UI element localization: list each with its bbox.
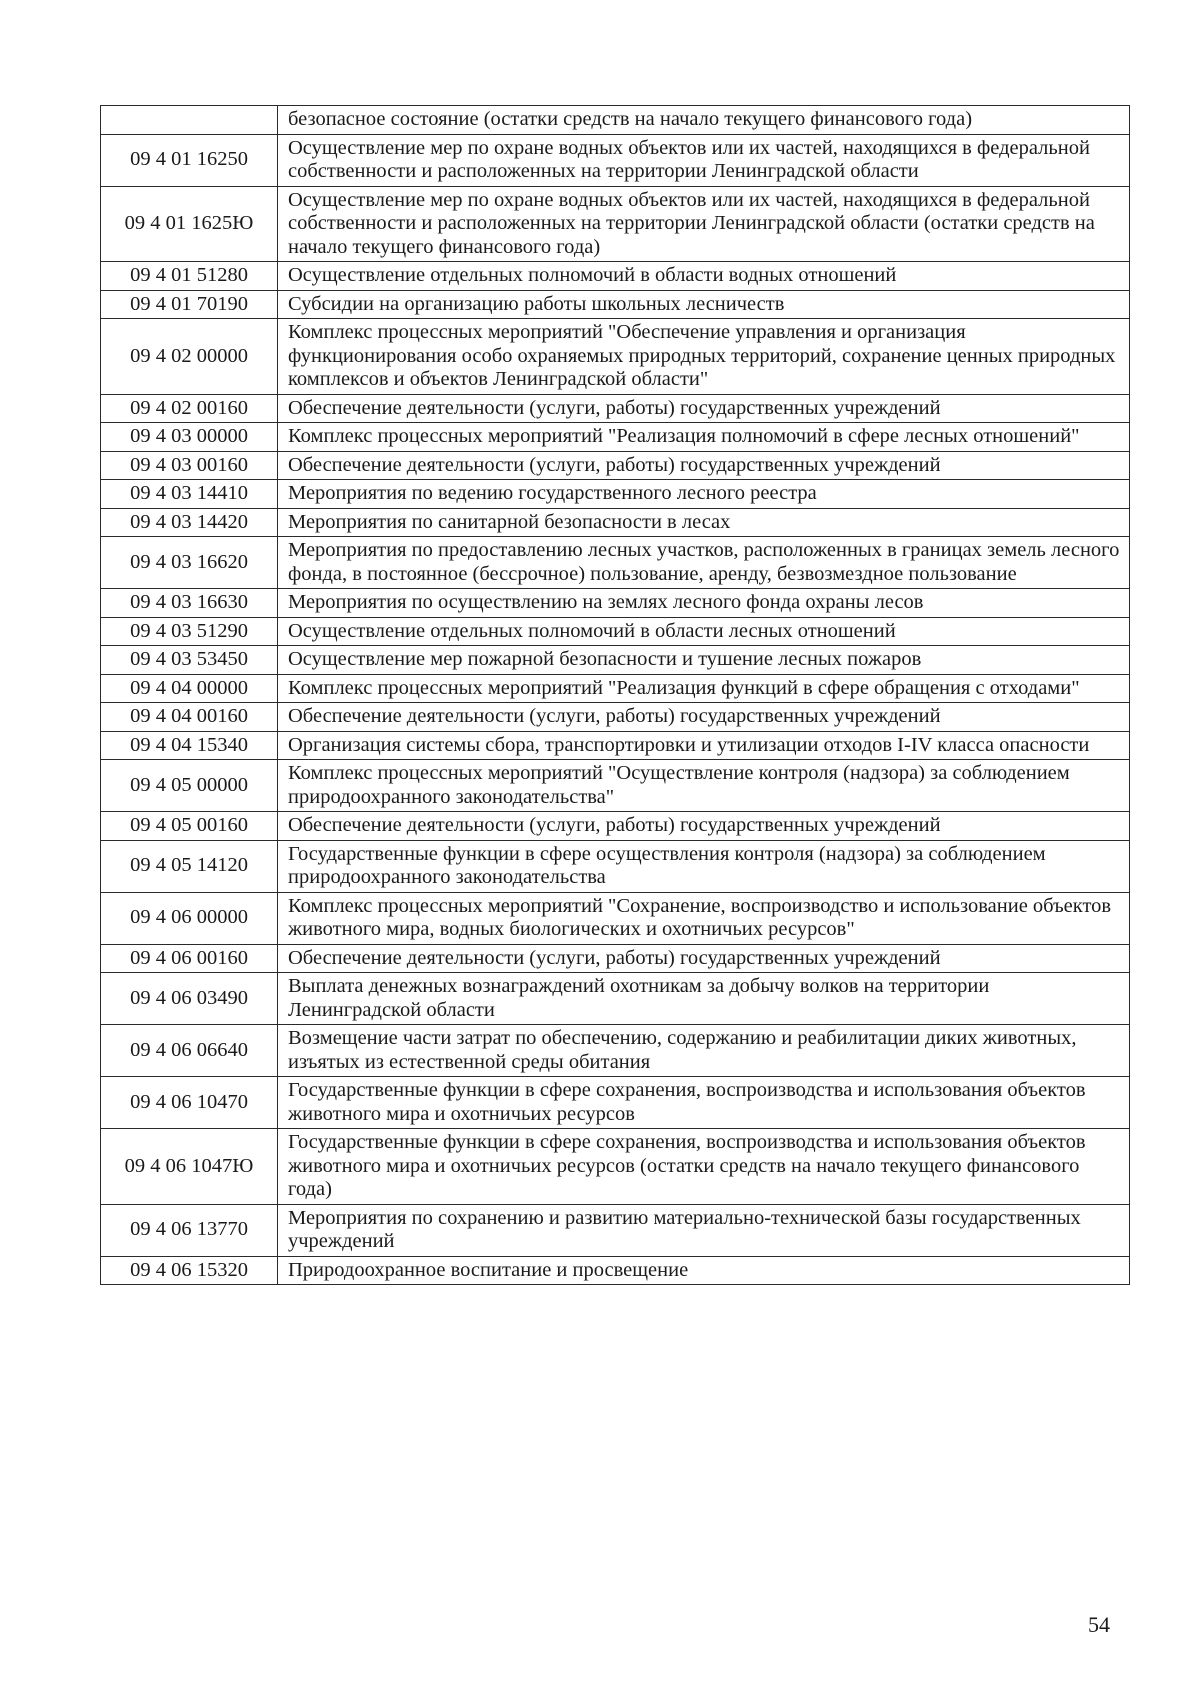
table-row [101, 760, 1130, 812]
expense-item-name: Осуществление отдельных полномочий в области водных отношений [278, 262, 1130, 291]
table-row [101, 617, 1130, 646]
expense-item-name: Комплекс процессных мероприятий "Сохранение, воспроизводство и использование объектов животного мира, водных биологических и охотничьих ресурсов" [278, 892, 1130, 944]
table-row [101, 134, 1130, 186]
table-row [101, 944, 1130, 973]
table-row [101, 892, 1130, 944]
classification-code: 09 4 01 51280 [101, 262, 278, 291]
expense-item-name: Государственные функции в сфере сохранения, воспроизводства и использования объектов животного мира и охотничьих ресурсов (остатки средств на начало текущего финансового года) [278, 1129, 1130, 1205]
table-row [101, 508, 1130, 537]
classification-code: 09 4 01 70190 [101, 290, 278, 319]
classification-code: 09 4 06 06640 [101, 1025, 278, 1077]
expense-item-name: Субсидии на организацию работы школьных лесничеств [278, 290, 1130, 319]
expense-item-name: Осуществление мер пожарной безопасности и тушение лесных пожаров [278, 646, 1130, 675]
table-row [101, 451, 1130, 480]
table-row [101, 1129, 1130, 1205]
expense-item-name: Обеспечение деятельности (услуги, работы) государственных учреждений [278, 703, 1130, 732]
expense-item-name: Обеспечение деятельности (услуги, работы) государственных учреждений [278, 812, 1130, 841]
classification-code: 09 4 05 00160 [101, 812, 278, 841]
expense-item-name: Осуществление отдельных полномочий в области лесных отношений [278, 617, 1130, 646]
classification-code: 09 4 03 16620 [101, 537, 278, 589]
table-row [101, 186, 1130, 262]
expense-item-name: безопасное состояние (остатки средств на начало текущего финансового года) [278, 106, 1130, 135]
expense-item-name: Мероприятия по ведению государственного лесного реестра [278, 480, 1130, 509]
table-row [101, 731, 1130, 760]
table-row [101, 319, 1130, 395]
table-row [101, 674, 1130, 703]
table-row [101, 840, 1130, 892]
page-number: 54 [1088, 1612, 1110, 1637]
expense-item-name: Обеспечение деятельности (услуги, работы) государственных учреждений [278, 451, 1130, 480]
expense-item-name: Организация системы сбора, транспортировки и утилизации отходов I-IV класса опасности [278, 731, 1130, 760]
classification-code: 09 4 05 14120 [101, 840, 278, 892]
classification-code: 09 4 05 00000 [101, 760, 278, 812]
table-row [101, 1256, 1130, 1285]
classification-code: 09 4 06 00000 [101, 892, 278, 944]
expense-item-name: Выплата денежных вознаграждений охотникам за добычу волков на территории Ленинградской области [278, 973, 1130, 1025]
classification-code: 09 4 06 00160 [101, 944, 278, 973]
classification-code: 09 4 04 15340 [101, 731, 278, 760]
expense-item-name: Государственные функции в сфере сохранения, воспроизводства и использования объектов животного мира и охотничьих ресурсов [278, 1077, 1130, 1129]
table-row [101, 394, 1130, 423]
expense-item-name: Возмещение части затрат по обеспечению, содержанию и реабилитации диких животных, изъятых из естественной среды обитания [278, 1025, 1130, 1077]
classification-code: 09 4 06 13770 [101, 1204, 278, 1256]
expense-item-name: Комплекс процессных мероприятий "Реализация полномочий в сфере лесных отношений" [278, 423, 1130, 452]
expense-item-name: Комплекс процессных мероприятий "Осуществление контроля (надзора) за соблюдением природоохранного законодательства" [278, 760, 1130, 812]
table-row [101, 537, 1130, 589]
table-row [101, 589, 1130, 618]
budget-codes-table [100, 105, 1130, 1285]
expense-item-name: Осуществление мер по охране водных объектов или их частей, находящихся в федеральной собственности и расположенных на территории Ленинградской области (остатки средств на начало текущего финансового года) [278, 186, 1130, 262]
classification-code: 09 4 03 53450 [101, 646, 278, 675]
table-row [101, 1025, 1130, 1077]
classification-code [101, 106, 278, 135]
classification-code: 09 4 04 00160 [101, 703, 278, 732]
expense-item-name: Природоохранное воспитание и просвещение [278, 1256, 1130, 1285]
table-row [101, 480, 1130, 509]
table-row [101, 1204, 1130, 1256]
classification-code: 09 4 06 15320 [101, 1256, 278, 1285]
table-row [101, 1077, 1130, 1129]
classification-code: 09 4 03 00000 [101, 423, 278, 452]
classification-code: 09 4 03 51290 [101, 617, 278, 646]
table-row [101, 290, 1130, 319]
expense-item-name: Мероприятия по предоставлению лесных участков, расположенных в границах земель лесного фонда, в постоянное (бессрочное) пользование, аренду, безвозмездное пользование [278, 537, 1130, 589]
expense-item-name: Мероприятия по санитарной безопасности в лесах [278, 508, 1130, 537]
table-row [101, 703, 1130, 732]
classification-code: 09 4 06 1047Ю [101, 1129, 278, 1205]
table-row [101, 973, 1130, 1025]
classification-code: 09 4 01 1625Ю [101, 186, 278, 262]
expense-item-name: Государственные функции в сфере осуществления контроля (надзора) за соблюдением природоохранного законодательства [278, 840, 1130, 892]
table-row [101, 812, 1130, 841]
classification-code: 09 4 03 14410 [101, 480, 278, 509]
classification-code: 09 4 02 00000 [101, 319, 278, 395]
expense-item-name: Комплекс процессных мероприятий "Реализация функций в сфере обращения с отходами" [278, 674, 1130, 703]
classification-code: 09 4 03 16630 [101, 589, 278, 618]
expense-item-name: Обеспечение деятельности (услуги, работы) государственных учреждений [278, 944, 1130, 973]
budget-codes-body [101, 106, 1130, 1285]
table-row [101, 106, 1130, 135]
table-row [101, 262, 1130, 291]
classification-code: 09 4 04 00000 [101, 674, 278, 703]
table-row [101, 646, 1130, 675]
expense-item-name: Обеспечение деятельности (услуги, работы) государственных учреждений [278, 394, 1130, 423]
classification-code: 09 4 03 14420 [101, 508, 278, 537]
expense-item-name: Мероприятия по осуществлению на землях лесного фонда охраны лесов [278, 589, 1130, 618]
classification-code: 09 4 06 10470 [101, 1077, 278, 1129]
expense-item-name: Комплекс процессных мероприятий "Обеспечение управления и организация функционирования особо охраняемых природных территорий, сохранение ценных природных комплексов и объектов Ленинградской области" [278, 319, 1130, 395]
classification-code: 09 4 01 16250 [101, 134, 278, 186]
table-row [101, 423, 1130, 452]
expense-item-name: Мероприятия по сохранению и развитию материально-технической базы государственных учреждений [278, 1204, 1130, 1256]
classification-code: 09 4 03 00160 [101, 451, 278, 480]
expense-item-name: Осуществление мер по охране водных объектов или их частей, находящихся в федеральной собственности и расположенных на территории Ленинградской области [278, 134, 1130, 186]
classification-code: 09 4 02 00160 [101, 394, 278, 423]
classification-code: 09 4 06 03490 [101, 973, 278, 1025]
